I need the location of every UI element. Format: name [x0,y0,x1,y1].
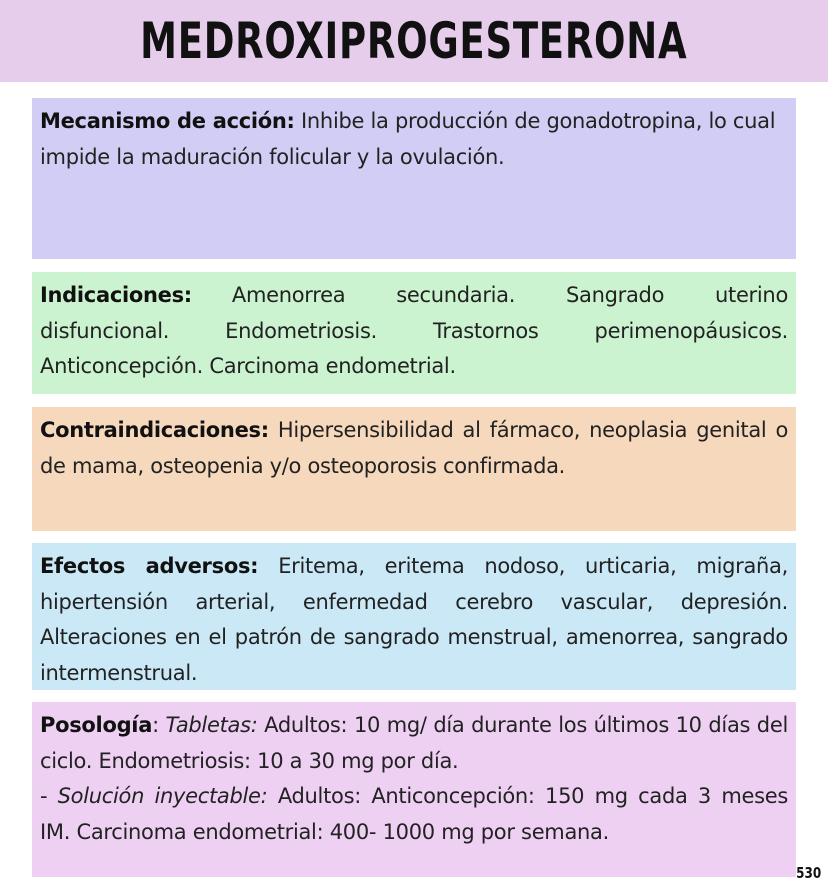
section-indicaciones-label: Indicaciones: [40,283,192,307]
posologia-solucion-text: Adultos: Anticoncepción: 150 mg cada 3 meses IM. Carcinoma endometrial: 400- 1000 mg por semana. [40,784,788,844]
section-efectos-text: Eritema, eritema nodoso, urticaria, migraña, hipertensión arterial, enfermedad cerebro vascular, depresión. Alteraciones en el patrón de sangrado menstrual, amenorrea, sangrado intermenstrual. [40,554,788,685]
section-contraindicaciones-label: Contraindicaciones: [40,418,269,442]
posologia-dash: - [40,784,58,808]
section-efectos-adversos [32,543,796,690]
posologia-tabletas-line [40,708,788,779]
section-posologia-label: Posología [40,713,153,737]
section-mecanismo [32,98,796,259]
posologia-solucion-line [40,779,788,850]
posologia-colon: : [152,713,166,737]
section-posologia [32,702,796,877]
section-indicaciones-text: Amenorrea secundaria. Sangrado uterino disfuncional. Endometriosis. Trastornos perimenopáusicos. Anticoncepción. Carcinoma endometrial. [40,283,788,378]
section-mecanismo-label: Mecanismo de acción: [40,109,295,133]
section-contraindicaciones [32,407,796,531]
page-title: MEDROXIPROGESTERONA [140,12,688,70]
title-bar [0,0,828,82]
posologia-tabletas-text: Adultos: 10 mg/ día durante los últimos 10 días del ciclo. Endometriosis: 10 a 30 mg por día. [40,713,788,773]
section-contraindicaciones-text: Hipersensibilidad al fármaco, neoplasia genital o de mama, osteopenia y/o osteoporosis confirmada. [40,418,788,478]
section-mecanismo-text: Inhibe la producción de gonadotropina, lo cual impide la maduración folicular y la ovulación. [40,109,776,169]
section-indicaciones [32,272,796,394]
page-number: 530 [795,864,821,882]
posologia-tabletas-label: Tabletas: [165,713,258,737]
section-efectos-label: Efectos adversos: [40,554,259,578]
posologia-solucion-label: Solución inyectable: [57,784,268,808]
